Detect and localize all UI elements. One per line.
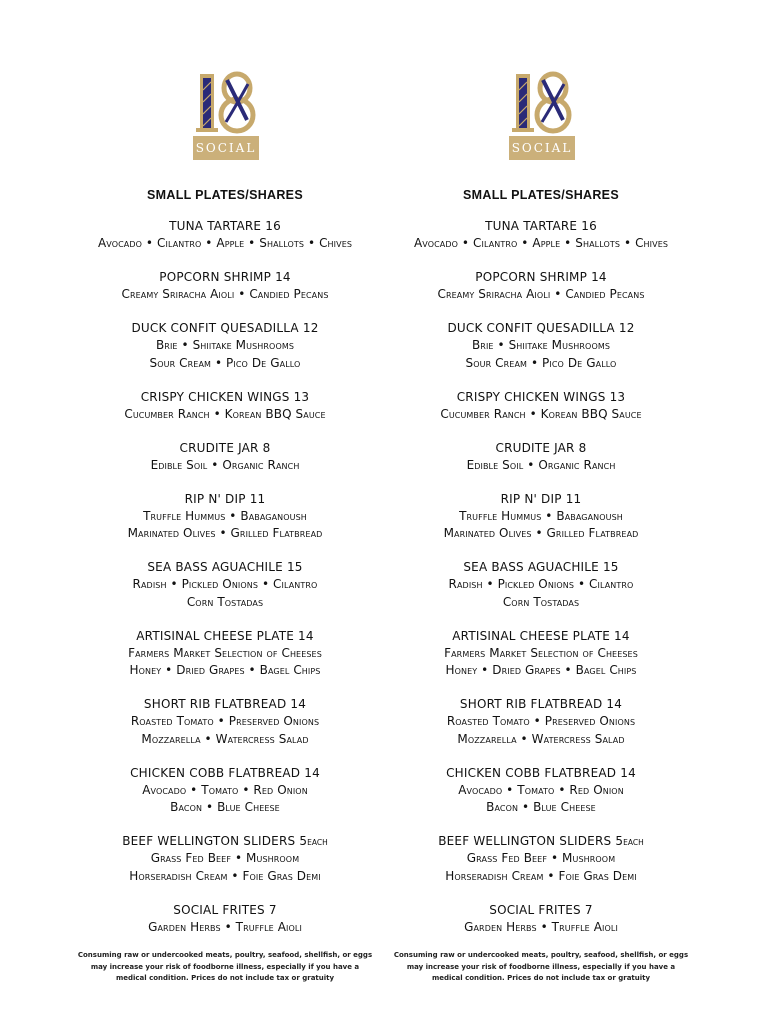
menu-item <box>391 269 691 304</box>
menu-column-left <box>75 0 375 1024</box>
menu-item-name: CHICKEN COBB FLATBREAD <box>446 765 617 780</box>
menu-item-description: Marinated Olives • Grilled Flatbread <box>443 526 639 540</box>
menu-item-title <box>75 389 375 406</box>
menu-item-price: 12 <box>618 321 635 335</box>
menu-items <box>75 218 375 936</box>
menu-item-description: Farmers Market Selection of Cheeses <box>444 645 638 660</box>
menu-item-description: Grass Fed Beef • Mushroom <box>466 851 616 865</box>
menu-item-description: Radish • Pickled Onions • Cilantro <box>448 577 634 591</box>
menu-item-description: Avocado • Tomato • Red Onion <box>458 782 624 797</box>
menu-item-price: 13 <box>609 389 626 404</box>
menu-item-price: 15 <box>602 560 619 574</box>
menu-item-description: Truffle Hummus • Babaganoush <box>459 508 623 523</box>
menu-item-description: Creamy Sriracha Aioli • Candied Pecans <box>437 287 645 301</box>
menu-item-description: Radish • Pickled Onions • Cilantro <box>132 577 318 591</box>
menu-item-title <box>75 696 375 713</box>
menu-item <box>75 491 375 543</box>
menu-item-name: SEA BASS AGUACHILE <box>147 560 283 574</box>
menu-item-description: Honey • Dried Grapes • Bagel Chips <box>445 663 637 677</box>
menu-item-price: 7 <box>584 902 593 917</box>
menu-item-title <box>391 218 691 235</box>
menu-item <box>391 491 691 543</box>
menu-item-price-suffix: EACH <box>623 838 644 847</box>
menu-item-title <box>75 269 375 286</box>
menu-item <box>391 833 691 885</box>
menu-item <box>75 440 375 475</box>
menu-item-price: 15 <box>286 560 303 574</box>
menu-item <box>391 320 691 372</box>
menu-item-description: Bacon • Blue Cheese <box>486 800 596 814</box>
menu-item-description: Cucumber Ranch • Korean BBQ Sauce <box>124 406 326 421</box>
disclaimer-text: Consuming raw or undercooked meats, poultry, seafood, shellfish, or eggs may increase your risk of foodborne illness, especially if you have a medical condition. Prices do not include tax or gratuity <box>393 951 689 982</box>
menu-item-description: Avocado • Cilantro • Apple • Shallots • Chives <box>413 236 669 250</box>
menu-item <box>75 389 375 424</box>
menu-item-name: ARTISINAL CHEESE PLATE <box>452 628 611 643</box>
menu-item-price: 11 <box>565 491 582 506</box>
menu-item-description: Sour Cream • Pico De Gallo <box>149 355 301 370</box>
menu-item-price-suffix: EACH <box>307 838 328 847</box>
menu-item-name: SEA BASS AGUACHILE <box>463 560 599 574</box>
menu-item-description: Creamy Sriracha Aioli • Candied Pecans <box>121 287 329 301</box>
menu-item-name: ARTISINAL CHEESE PLATE <box>136 628 295 643</box>
logo-word: SOCIAL <box>195 141 257 155</box>
menu-item-description: Bacon • Blue Cheese <box>170 800 280 814</box>
menu-item-title <box>75 765 375 782</box>
menu-item-name: SOCIAL FRITES <box>489 902 581 917</box>
menu-item-description: Corn Tostadas <box>502 594 580 609</box>
menu-item-description: Mozzarella • Watercress Salad <box>141 731 309 746</box>
menu-item-name: POPCORN SHRIMP <box>159 270 272 284</box>
menu-item-name: SHORT RIB FLATBREAD <box>143 697 287 711</box>
menu-item-description: Garden Herbs • Truffle Aioli <box>464 919 618 934</box>
menu-item-title <box>391 389 691 406</box>
menu-item-name: BEEF WELLINGTON SLIDERS <box>438 834 612 848</box>
menu-item-description: Grass Fed Beef • Mushroom <box>150 851 300 865</box>
menu-item-price: 13 <box>293 389 310 404</box>
menu-item-price: 14 <box>606 697 623 711</box>
menu-item <box>391 559 691 611</box>
menu-item-price: 8 <box>262 440 271 455</box>
menu-item <box>391 389 691 424</box>
restaurant-logo <box>193 70 259 160</box>
menu-item-title <box>75 628 375 645</box>
menu-item-title <box>391 440 691 457</box>
menu-item-title <box>391 559 691 576</box>
menu-item <box>75 559 375 611</box>
menu-item-price: 14 <box>620 765 636 780</box>
menu-item <box>391 628 691 680</box>
menu-item-description: Truffle Hummus • Babaganoush <box>143 508 307 523</box>
menu-item-title <box>391 765 691 782</box>
menu-item-title <box>391 491 691 508</box>
menu-item <box>75 628 375 680</box>
menu-item-title <box>391 833 691 850</box>
section-title: SMALL PLATES/SHARES <box>463 188 619 202</box>
menu-item <box>391 696 691 748</box>
menu-item-price: 11 <box>249 491 266 506</box>
menu-item-name: SHORT RIB FLATBREAD <box>459 697 603 711</box>
menu-item-price: 14 <box>591 270 607 284</box>
menu-item-description: Mozzarella • Watercress Salad <box>457 731 625 746</box>
menu-item-name: SOCIAL FRITES <box>173 902 265 917</box>
menu-item-description: Honey • Dried Grapes • Bagel Chips <box>129 663 321 677</box>
menu-item <box>75 269 375 304</box>
menu-item-name: CRUDITE JAR <box>495 440 575 455</box>
menu-item-title <box>391 628 691 645</box>
menu-item-title <box>391 902 691 919</box>
menu-item-name: CRISPY CHICKEN WINGS <box>456 389 606 404</box>
menu-item-price: 8 <box>578 440 587 455</box>
menu-item-price: 12 <box>302 321 319 335</box>
menu-item-title <box>75 491 375 508</box>
menu-item-description: Roasted Tomato • Preserved Onions <box>446 714 636 728</box>
restaurant-logo <box>509 70 575 160</box>
menu-item-name: RIP N' DIP <box>500 491 562 506</box>
menu-item-name: CRUDITE JAR <box>179 440 259 455</box>
menu-item-price: 5 <box>299 834 308 848</box>
menu-item-description: Farmers Market Selection of Cheeses <box>128 645 322 660</box>
menu-item <box>391 765 691 817</box>
menu-item-title <box>391 320 691 337</box>
menu-item <box>75 765 375 817</box>
menu-item-description: Roasted Tomato • Preserved Onions <box>130 714 320 728</box>
menu-item <box>391 218 691 253</box>
menu-item-description: Cucumber Ranch • Korean BBQ Sauce <box>440 406 642 421</box>
menu-item-name: BEEF WELLINGTON SLIDERS <box>122 834 296 848</box>
menu-item-price: 14 <box>304 765 320 780</box>
menu-item-title <box>75 833 375 850</box>
menu-item-name: POPCORN SHRIMP <box>475 270 588 284</box>
menu-item-description: Brie • Shiitake Mushrooms <box>471 338 611 352</box>
menu-item <box>75 902 375 937</box>
menu-item-description: Edible Soil • Organic Ranch <box>466 457 616 472</box>
menu-item-description: Marinated Olives • Grilled Flatbread <box>127 526 323 540</box>
menu-item <box>75 696 375 748</box>
disclaimer-text: Consuming raw or undercooked meats, poultry, seafood, shellfish, or eggs may increase your risk of foodborne illness, especially if you have a medical condition. Prices do not include tax or gratuity <box>77 951 373 982</box>
menu-item <box>391 902 691 937</box>
menu-item-description: Corn Tostadas <box>186 594 264 609</box>
menu-item-title <box>75 902 375 919</box>
menu-item-price: 5 <box>615 834 624 848</box>
menu-item-description: Horseradish Cream • Foie Gras Demi <box>445 868 637 883</box>
menu-item-name: DUCK CONFIT QUESADILLA <box>131 321 299 335</box>
menu-item-description: Avocado • Tomato • Red Onion <box>142 782 308 797</box>
menu-column-right <box>391 0 691 1024</box>
logo-word: SOCIAL <box>511 141 573 155</box>
menu-item-price: 16 <box>581 219 597 233</box>
menu-item-name: TUNA TARTARE <box>169 219 262 233</box>
menu-item <box>75 320 375 372</box>
menu-item-name: DUCK CONFIT QUESADILLA <box>447 321 615 335</box>
menu-item <box>391 440 691 475</box>
menu-item-title <box>75 320 375 337</box>
menu-item-title <box>75 559 375 576</box>
menu-item-description: Edible Soil • Organic Ranch <box>150 457 300 472</box>
menu-item-name: CRISPY CHICKEN WINGS <box>140 389 290 404</box>
menu-item-title <box>391 269 691 286</box>
menu-item-name: RIP N' DIP <box>184 491 246 506</box>
menu-item <box>75 833 375 885</box>
menu-item-title <box>75 440 375 457</box>
menu-item-description: Horseradish Cream • Foie Gras Demi <box>129 868 321 883</box>
menu-item-price: 14 <box>614 628 630 643</box>
menu-item-price: 7 <box>268 902 277 917</box>
menu-item-price: 14 <box>290 697 307 711</box>
menu-item-description: Brie • Shiitake Mushrooms <box>155 338 295 352</box>
menu-item-description: Garden Herbs • Truffle Aioli <box>148 919 302 934</box>
menu-item-name: TUNA TARTARE <box>485 219 578 233</box>
menu-item-name: CHICKEN COBB FLATBREAD <box>130 765 301 780</box>
menu-item-title <box>391 696 691 713</box>
menu-item-price: 16 <box>265 219 281 233</box>
menu-item-price: 14 <box>298 628 314 643</box>
menu-item-description: Sour Cream • Pico De Gallo <box>465 355 617 370</box>
menu-item-price: 14 <box>275 270 291 284</box>
section-title: SMALL PLATES/SHARES <box>147 188 303 202</box>
menu-item-description: Avocado • Cilantro • Apple • Shallots • Chives <box>97 236 353 250</box>
menu-item <box>75 218 375 253</box>
menu-item-title <box>75 218 375 235</box>
menu-items <box>391 218 691 936</box>
